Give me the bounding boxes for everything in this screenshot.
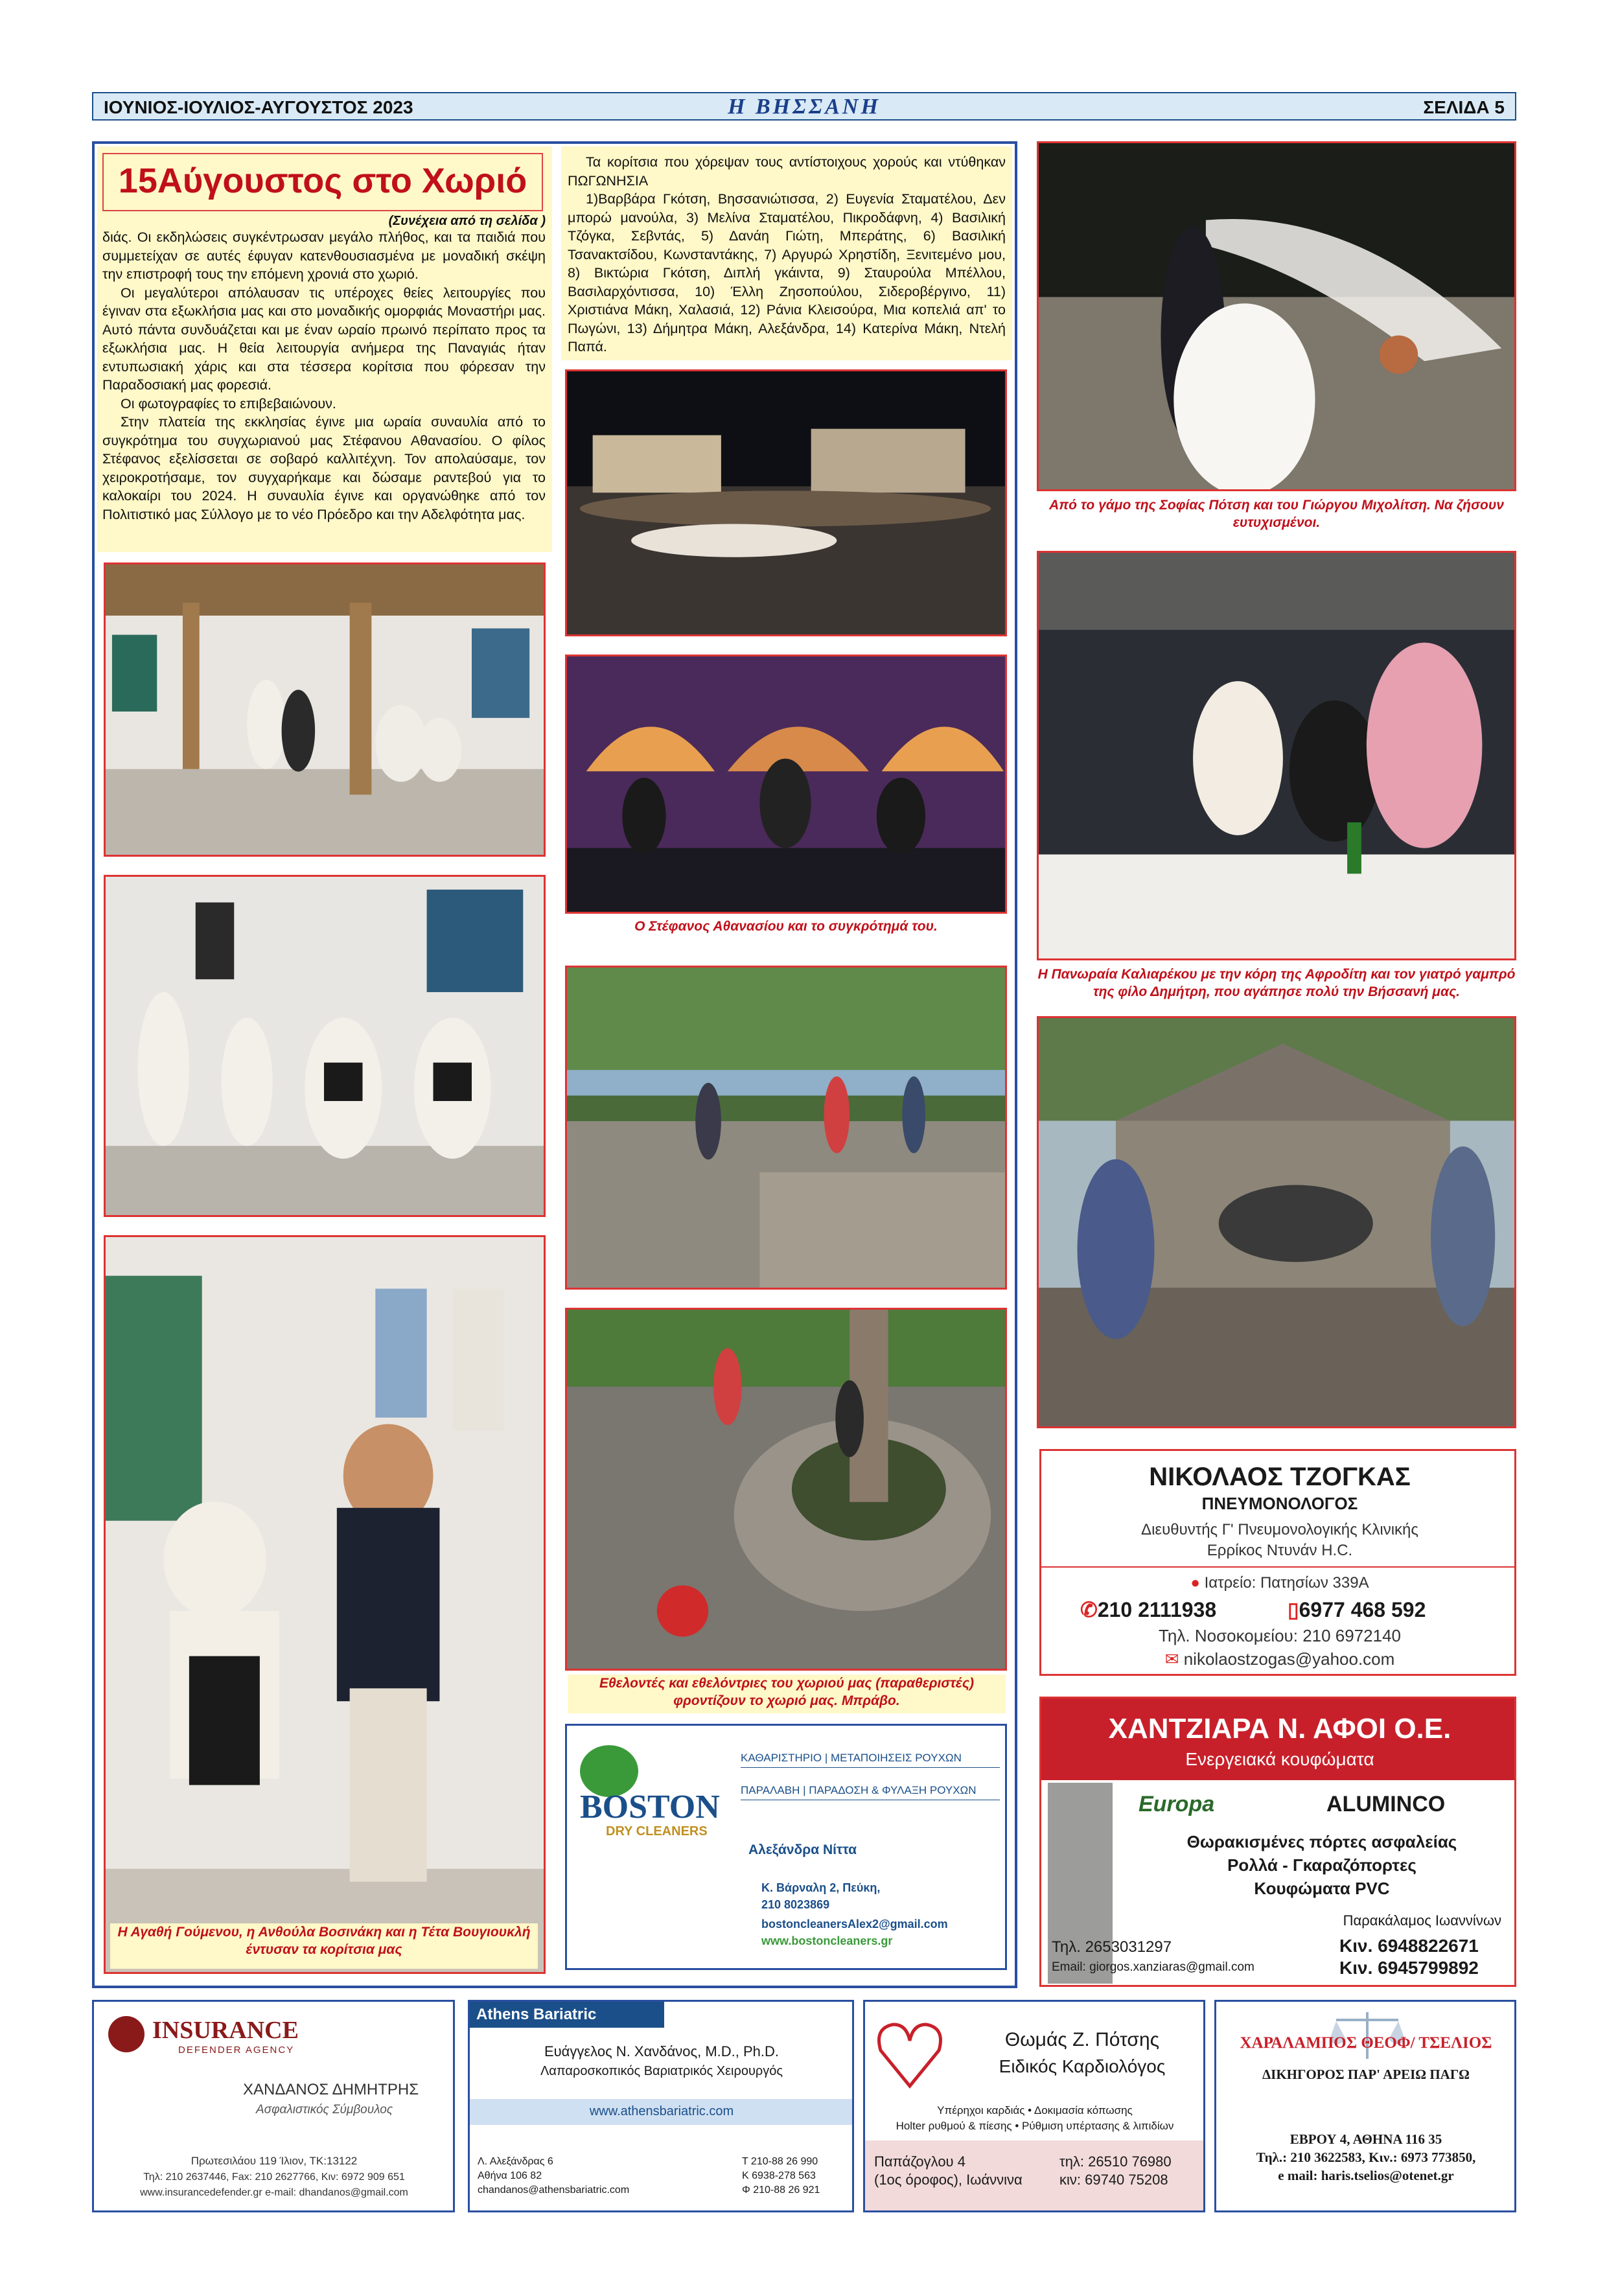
tzogkas-office-text: Ιατρείο: Πατησίων 339Α (1204, 1574, 1369, 1592)
page-number: ΣΕΛΙΔΑ 5 (1423, 97, 1505, 117)
aluminco-logo: ALUMINCO (1326, 1792, 1446, 1816)
caption-dressing: Η Αγαθή Γούμενου, η Ανθούλα Βοσινάκη και η Τέτα Βουγιουκλή έντυσαν τα κορίτσια μας (110, 1923, 538, 1969)
insurance-role: Ασφαλιστικός Σύμβουλος (256, 2103, 393, 2116)
bariatric-t2: Κ 6938-278 563 (742, 2170, 816, 2181)
insurance-tel: Τηλ: 210 2637446, Fax: 210 2627766, Κιν: 6972 909 651 (143, 2172, 405, 2183)
caption-family: Η Πανωραία Καλιαρέκου με την κόρη της Αφροδίτη και τον γιατρό γαμπρό της φίλο Δημήτρη, που αγάπησε πολύ την Βήσσανή μας. (1037, 967, 1516, 999)
photo-chapel-gathering (1037, 1016, 1516, 1428)
photo-night-dance (565, 369, 1007, 636)
boston-brand: BOSTON (580, 1789, 720, 1826)
ad-tselios (1214, 2000, 1516, 2212)
insurance-web: www.insurancedefender.gr e-mail: dhandanos@gmail.com (140, 2187, 408, 2198)
ad-xantziara (1039, 1697, 1516, 1987)
tzogkas-line1: Διευθυντής Γ' Πνευμονολογικής Κλινικής (1141, 1521, 1418, 1538)
ad-bariatric (468, 2000, 854, 2212)
ad-boston (565, 1724, 1007, 1970)
phone-icon: ✆ (1080, 1598, 1098, 1621)
xantziara-email: Email: giorgos.xanziaras@gmail.com (1052, 1960, 1254, 1974)
xantziara-l2: Ρολλά - Γκαραζόπορτες (1227, 1855, 1416, 1875)
caption-volunteers: Εθελοντές και εθελόντριες του χωριού μας (παραθεριστές) φροντίζουν το χωριό μας. Μπράβο. (568, 1675, 1006, 1713)
paragraph: Τα κορίτσια που χόρεψαν τους αντίστοιχους χορούς και ντύθηκαν ΠΩΓΩΝΗΣΙΑ (568, 154, 1006, 189)
tzogkas-phone2-text: 6977 468 592 (1299, 1598, 1426, 1621)
potsis-tel: τηλ: 26510 76980 (1059, 2153, 1172, 2170)
xantziara-tel: Τηλ. 2653031297 (1052, 1938, 1172, 1956)
boston-tag2: ΠΑΡΑΛΑΒΗ | ΠΑΡΑΔΟΣΗ & ΦΥΛΑΞΗ ΡΟΥΧΩΝ (741, 1784, 1000, 1800)
mail-icon: ✉ (1164, 1649, 1179, 1669)
xantziara-l3: Κουφώματα PVC (1254, 1879, 1390, 1898)
paragraph: Οι φωτογραφίες το επιβεβαιώνουν. (121, 395, 336, 412)
tzogkas-email (1041, 1649, 1516, 1669)
photo-dressing-girl (104, 1235, 546, 1974)
divider (1041, 1566, 1516, 1568)
tzogkas-phone2 (1288, 1597, 1426, 1622)
bariatric-t1: Τ 210-88 26 990 (742, 2156, 818, 2167)
boston-tel: 210 8023869 (761, 1898, 830, 1911)
potsis-s2: Holter ρυθμού & πίεσης • Ρύθμιση υπέρτασης & λιπιδίων (896, 2120, 1174, 2132)
tzogkas-phone1 (1080, 1597, 1216, 1622)
potsis-mob: κιν: 69740 75208 (1059, 2172, 1168, 2188)
xantziara-sub: Ενεργειακά κουφώματα (1185, 1749, 1374, 1769)
heart-icon (874, 2015, 945, 2093)
article-title-box (102, 153, 543, 211)
bariatric-web: www.athensbariatric.com (589, 2104, 734, 2118)
bariatric-brand: Athens Bariatric (476, 2006, 597, 2023)
potsis-addr1: Παπάζογλου 4 (874, 2153, 965, 2170)
xantziara-name: ΧΑΝΤΖΙΑΡΑ Ν. ΑΦΟΙ Ο.Ε. (1108, 1713, 1451, 1745)
boston-web: www.bostoncleaners.gr (761, 1934, 893, 1947)
photo-wedding (1037, 141, 1516, 491)
ad-tzogkas (1039, 1449, 1516, 1676)
tzogkas-line2: Ερρίκος Ντυνάν Η.C. (1207, 1542, 1353, 1559)
europa-logo: Europa (1139, 1792, 1215, 1816)
insurance-name: ΧΑΝΔΑΝΟΣ ΔΗΜΗΤΡΗΣ (243, 2081, 419, 2098)
boston-addr: Κ. Βάρναλη 2, Πεύκη, (761, 1881, 881, 1894)
article-column-1 (102, 228, 546, 549)
ad-potsis (863, 2000, 1205, 2212)
bariatric-a1: Λ. Αλεξάνδρας 6 (478, 2156, 553, 2167)
tselios-addr: ΕΒΡΟΥ 4, ΑΘΗΝΑ 116 35 (1289, 2131, 1442, 2147)
insurance-brandsub: DEFENDER AGENCY (178, 2045, 295, 2056)
xantziara-loc: Παρακάλαμος Ιωαννίνων (1343, 1912, 1501, 1929)
paragraph: Οι μεγαλύτεροι απόλαυσαν τις υπέροχες θείες λειτουργίες που έγιναν στα εξωκλήσια μας και στο μοναδικής ομορφιάς Μοναστήρι μας. Αυτό πάντα συνδυάζεται και με έναν ωραίο πρωινό περίπατο προς τα εξωκλήσια μας. Η θεία λειτουργία ανήμερα της Παναγιάς ήταν εντυπωσιακή χάρις και στα τέσσερα κορίτσια που φόρεσαν την Παραδοσιακή μας φορεσιά. (102, 284, 546, 393)
potsis-s1: Υπέρηχοι καρδιάς • Δοκιμασία κόπωσης (937, 2104, 1133, 2116)
caption-concert: Ο Στέφανος Αθανασίου και το συγκρότημά του. (634, 919, 938, 934)
boston-person: Αλεξάνδρα Νίττα (748, 1842, 857, 1857)
paragraph: 1)Βαρβάρα Γκότση, Βησσανιώτισσα, 2) Ευγενία Σταματέλου, Δεν μπορώ μανούλα, 3) Μελίνα Σταματέλου, Πικροδάφνη, 4) Βασιλική Τζόγκα, Σεβντάς, 5) Δανάη Γιώτη, Μπεράτης, 6) Βασιλική Τσανακτσίδου, Κωνσταντάκης, 7) Αργυρώ Χρηστίδη, Ξενιτεμένο μου, 8) Βικτώρια Γκότση, Διπλή γκάιντα, 9) Σταυρούλα Μπέλλου, Βασιλαρχόντισσα, 10) Έλλη Ζησοπούλου, Σιδεροβέργινο, 11) Χριστιάνα Μάκη, Χαλασιά, 12) Ράνια Κλεισούρα, Μια κοπελιά απ' το Πωγώνι, 13) Δήμητρα Μάκη, Αλεξάνδρα, 14) Κατερίνα Μάκη, Ντελή Παπά. (568, 191, 1006, 354)
boston-email: bostoncleanersAlex2@gmail.com (761, 1918, 948, 1931)
tselios-role: ΔΙΚΗΓΟΡΟΣ ΠΑΡ' ΑΡΕΙΩ ΠΑΓΩ (1262, 2067, 1470, 2082)
potsis-role: Ειδικός Καρδιολόγος (999, 2056, 1166, 2076)
paragraph: Στην πλατεία της εκκλησίας έγινε μια ωραία συναυλία από το συγκρότημα του συγχωριανού μας Στέφανου Αθανασίου. Ο φίλος Στέφανος εξελίσσεται σε σοβαρό καλλιτέχνη. Τον απολαύσαμε, τον χειροκροτήσαμε, τον συγχαρήκαμε και δώσαμε ραντεβού για το καλοκαίρι του 2024. Η συναυλία έγινε και οργανώθηκε από τον Πολιτιστικό μας Σύλλογο με το νέο Πρόεδρο και την Αδελφότητα μας. (102, 414, 546, 522)
potsis-name: Θωμάς Ζ. Πότσης (1004, 2029, 1160, 2050)
tzogkas-hospital: Τηλ. Νοσοκομείου: 210 6972140 (1158, 1626, 1402, 1645)
caption-wedding: Από το γάμο της Σοφίας Πότση και του Γιώργου Μιχολίτση. Να ζήσουν ευτυχισμένοι. (1049, 498, 1504, 530)
tzogkas-email-text: nikolaostzogas@yahoo.com (1183, 1649, 1395, 1669)
insurance-addr: Πρωτεσιλάου 119 Ίλιον, ΤΚ:13122 (191, 2155, 358, 2167)
photo-volunteers-2 (565, 1308, 1007, 1671)
xantziara-mob1: Κιν. 6948822671 (1339, 1936, 1479, 1956)
tzogkas-title: ΠΝΕΥΜΟΝΟΛΟΓΟΣ (1201, 1494, 1358, 1513)
bariatric-name: Ευάγγελος Ν. Χανδάνος, M.D., Ph.D. (544, 2043, 780, 2059)
tselios-tel: Τηλ.: 210 3622583, Κιν.: 6973 773850, (1256, 2150, 1476, 2165)
bariatric-t3: Φ 210-88 26 921 (742, 2185, 820, 2196)
boston-tag1: ΚΑΘΑΡΙΣΤΗΡΙΟ | ΜΕΤΑΠΟΙΗΣΕΙΣ ΡΟΥΧΩΝ (741, 1752, 1000, 1768)
xantziara-l1: Θωρακισμένες πόρτες ασφαλείας (1186, 1832, 1457, 1851)
photo-room-dressing (104, 562, 546, 857)
ad-insurance (92, 2000, 455, 2212)
mobile-icon: ▯ (1288, 1598, 1299, 1621)
tselios-name: ΧΑΡΑΛΑΜΠΟΣ ΘΕΟΦ/ ΤΣΕΛΙΟΣ (1240, 2034, 1492, 2052)
bariatric-a2: Αθήνα 106 82 (478, 2170, 542, 2181)
insurance-brand: INSURANCE (152, 2017, 299, 2044)
page-header (92, 92, 1516, 121)
tzogkas-phone1-text: 210 2111938 (1097, 1598, 1217, 1621)
bariatric-a3: chandanos@athensbariatric.com (478, 2185, 630, 2196)
potsis-addr2: (1ος όροφος), Ιωάννινα (874, 2172, 1023, 2188)
photo-concert (565, 655, 1007, 914)
photo-girls-seated (104, 875, 546, 1217)
article-column-2 (568, 153, 1006, 360)
tzogkas-office (1041, 1574, 1516, 1592)
newspaper-title: Η ΒΗΣΣΑΝΗ (728, 95, 881, 119)
location-pin-icon: ● (1190, 1574, 1200, 1592)
photo-volunteers-1 (565, 966, 1007, 1290)
issue-date: ΙΟΥΝΙΟΣ-ΙΟΥΛΙΟΣ-ΑΥΓΟΥΣΤΟΣ 2023 (104, 97, 413, 117)
bariatric-role: Λαπαροσκοπικός Βαριατρικός Χειρουργός (540, 2064, 783, 2078)
tzogkas-name: ΝΙΚΟΛΑΟΣ ΤΖΟΓΚΑΣ (1149, 1463, 1411, 1491)
paragraph: διάς. Οι εκδηλώσεις συγκέντρωσαν μεγάλο πλήθος, και τα παιδιά που συμμετείχαν σε αυτές έφυγαν κατενθουσιασμένα με μοναδική σκέψη την επιστροφή τους την επόμενη χρονιά στο χωριό. (102, 229, 546, 282)
continued-note: (Συνέχεια από τη σελίδα ) (388, 214, 546, 228)
photo-family (1037, 551, 1516, 960)
article-title: 15Αύγουστος στο Χωριό (118, 161, 527, 200)
tselios-email: e mail: haris.tselios@otenet.gr (1278, 2168, 1454, 2183)
boston-sub: DRY CLEANERS (606, 1824, 708, 1838)
xantziara-mob2: Κιν. 6945799892 (1339, 1958, 1479, 1978)
insurance-logo-icon (108, 2016, 145, 2052)
